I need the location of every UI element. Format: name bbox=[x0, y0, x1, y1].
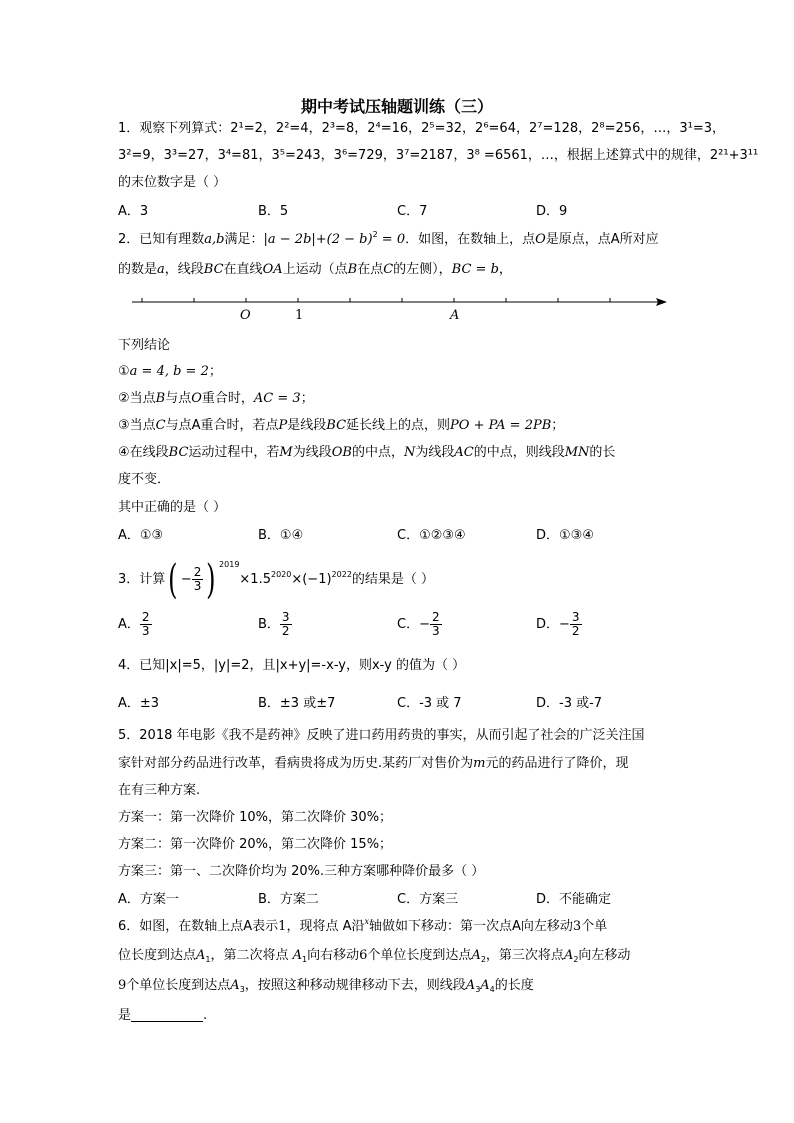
q6-answer-blank[interactable] bbox=[131, 1007, 203, 1022]
q2-text: 2．已知有理数 bbox=[118, 232, 205, 247]
q3-option-b[interactable] bbox=[258, 611, 292, 638]
q6-math: A bbox=[196, 948, 206, 963]
fraction-den: 3 bbox=[141, 624, 150, 638]
q3-suffix: 的结果是（ ） bbox=[351, 572, 435, 587]
q2-math: BC bbox=[326, 418, 347, 433]
q6-line3 bbox=[118, 976, 534, 996]
q1-line1: 1．观察下列算式：2¹=2，2²=4，2³=8，2⁴=16，2⁵=32，2⁶=64，2⁷=128，2⁸=256，…，3¹=3， bbox=[118, 121, 725, 136]
q6-text: 位长度到达点 bbox=[118, 948, 197, 963]
q6-subscript: 3 bbox=[475, 985, 481, 994]
q6-text: ，第二次将点 bbox=[210, 948, 293, 963]
q6-math: 3 bbox=[572, 919, 582, 934]
q3-exponent-1: 2019 bbox=[219, 560, 240, 569]
q6-text: 的长度 bbox=[494, 978, 534, 993]
q2-conclusions-head: 下列结论 bbox=[118, 338, 171, 353]
q5-line2 bbox=[118, 754, 628, 774]
q2-text: 为线段 bbox=[415, 445, 455, 460]
page-title: 期中考试压轴题训练（三） bbox=[300, 97, 493, 116]
q2-math: O bbox=[535, 232, 546, 247]
q2-math: AC = 3 bbox=[253, 391, 301, 406]
q2-text: ②当点 bbox=[118, 391, 156, 406]
fraction-num: 2 bbox=[141, 610, 150, 624]
q1-line3: 的末位数字是（ ） bbox=[118, 175, 227, 190]
q5-math: m bbox=[473, 756, 486, 771]
q3-prefix: 3．计算 bbox=[118, 572, 166, 587]
q6-text: 个单位长度到达点 bbox=[367, 948, 472, 963]
q6-text: 是 bbox=[118, 1008, 132, 1023]
q5-plan2: 方案二：第一次降价 20%，第二次降价 15%； bbox=[118, 837, 393, 852]
q2-math: B bbox=[155, 391, 166, 406]
q2-conclusion-3 bbox=[118, 416, 564, 436]
q3-fraction bbox=[192, 566, 204, 593]
q2-text: 延长线上的点，则 bbox=[346, 418, 451, 433]
q2-text: ．如图，在数轴上，点 bbox=[405, 232, 536, 247]
q6-math: 6 bbox=[359, 948, 368, 963]
q2-conclusion-4-cont: 度不变． bbox=[118, 472, 171, 487]
q3-fraction-num: 2 bbox=[193, 565, 202, 579]
q6-math: 9 bbox=[118, 978, 127, 993]
fraction-num: 2 bbox=[431, 610, 440, 624]
q5-option-b[interactable]: B．方案二 bbox=[258, 892, 319, 907]
q2-text: ； bbox=[208, 364, 222, 379]
q2-math: OB bbox=[331, 445, 352, 460]
q6-line1 bbox=[118, 917, 607, 937]
q2-math: B bbox=[347, 262, 358, 277]
fraction-den: 2 bbox=[281, 624, 290, 638]
q2-ask: 其中正确的是（ ） bbox=[118, 500, 227, 515]
q2-conclusion-1 bbox=[118, 362, 222, 382]
q4-option-d[interactable]: D．-3 或-7 bbox=[536, 696, 603, 711]
q6-math: A bbox=[292, 948, 303, 963]
q2-math: BC bbox=[203, 262, 224, 277]
q6-math: x bbox=[364, 917, 369, 926]
q6-subscript: 2 bbox=[480, 955, 486, 964]
q2-math: C bbox=[155, 418, 166, 433]
q2-text: ； bbox=[300, 391, 314, 406]
number-line-diagram bbox=[130, 290, 675, 326]
q2-text: ，线段 bbox=[164, 262, 204, 277]
q2-text: ， bbox=[498, 262, 512, 277]
q2-math: BC bbox=[168, 445, 189, 460]
q2-text: 为线段 bbox=[292, 445, 332, 460]
q2-text: ③当点 bbox=[118, 418, 156, 433]
q3-line bbox=[118, 556, 435, 603]
q4-option-c[interactable]: C．-3 或 7 bbox=[397, 696, 462, 711]
q3-option-c-fraction bbox=[430, 611, 442, 638]
q6-text: ，现将点 A沿 bbox=[286, 919, 365, 934]
number-line-label-o: O bbox=[240, 308, 251, 323]
number-line-label-a: A bbox=[450, 308, 460, 323]
q3-fraction-den: 3 bbox=[193, 579, 202, 593]
q1-option-d[interactable]: D．9 bbox=[536, 204, 568, 219]
q6-subscript: 1 bbox=[205, 955, 211, 964]
q2-math: OA bbox=[262, 262, 283, 277]
q5-option-c[interactable]: C．方案三 bbox=[397, 892, 459, 907]
q5-text: 元的药品进行了降价，现 bbox=[485, 756, 629, 771]
q6-line2 bbox=[118, 946, 630, 966]
q6-text: ，按照这种移动规律移动下去，则线段 bbox=[244, 978, 466, 993]
q3-option-label: A． bbox=[118, 617, 140, 632]
fraction-den: 2 bbox=[571, 624, 580, 638]
q2-math: a bbox=[157, 262, 165, 277]
q2-text: 的中点，则线段 bbox=[473, 445, 565, 460]
q2-math: N bbox=[403, 445, 416, 460]
fraction-num: 3 bbox=[281, 610, 290, 624]
q3-option-label: B． bbox=[258, 617, 280, 632]
q2-math: C bbox=[383, 262, 394, 277]
q3-minus: − bbox=[180, 572, 192, 587]
q2-option-c[interactable]: C．①②③④ bbox=[397, 528, 466, 543]
q3-left-paren: ( bbox=[168, 556, 178, 603]
q3-right-paren: ) bbox=[206, 556, 216, 603]
q2-line2 bbox=[118, 260, 512, 280]
fraction-den: 3 bbox=[431, 624, 440, 638]
q2-option-b[interactable]: B．①④ bbox=[258, 528, 304, 543]
q2-text: 在点 bbox=[357, 262, 384, 277]
q2-text: 与点A重合时，若点 bbox=[165, 418, 279, 433]
q2-text: 重合时， bbox=[201, 391, 254, 406]
q2-text: 运动过程中，若 bbox=[188, 445, 280, 460]
q6-math: A bbox=[465, 978, 476, 993]
q5-option-a[interactable]: A．方案一 bbox=[118, 892, 179, 907]
q4-option-a[interactable]: A．±3 bbox=[118, 696, 160, 711]
q2-math: a = 4, b = 2 bbox=[129, 364, 209, 379]
q2-math: P bbox=[278, 418, 288, 433]
q4-option-b[interactable]: B．±3 或±7 bbox=[258, 696, 336, 711]
q3-term: ×1.5 bbox=[239, 572, 271, 587]
q6-math: A bbox=[230, 978, 240, 993]
q6-line4 bbox=[118, 1006, 207, 1026]
q2-math: M bbox=[279, 445, 293, 460]
q2-text: ① bbox=[118, 364, 130, 379]
q3-option-label: D．− bbox=[536, 617, 570, 632]
q2-option-a[interactable]: A．①③ bbox=[118, 528, 164, 543]
q6-text: 向右移动 bbox=[307, 948, 360, 963]
q2-conclusion-2 bbox=[118, 389, 314, 409]
q2-math: BC = b bbox=[451, 262, 499, 277]
q5-option-d[interactable]: D．不能确定 bbox=[536, 892, 612, 907]
q2-text: 满足： bbox=[224, 232, 264, 247]
q2-text: 与点 bbox=[165, 391, 192, 406]
q6-subscript: 4 bbox=[489, 985, 495, 994]
q3-option-d[interactable] bbox=[536, 611, 582, 638]
q2-math: O bbox=[191, 391, 202, 406]
q6-math: A bbox=[563, 948, 574, 963]
q6-math: 1 bbox=[278, 919, 287, 934]
q2-text: 是线段 bbox=[287, 418, 327, 433]
q6-math: A bbox=[480, 978, 490, 993]
q2-conclusion-4 bbox=[118, 443, 615, 463]
q2-text: 的左侧）， bbox=[393, 262, 452, 277]
q1-option-b[interactable]: B．5 bbox=[258, 204, 289, 219]
q2-math: AC bbox=[454, 445, 474, 460]
q6-text: ，第三次将点 bbox=[485, 948, 564, 963]
q2-equation-rhs: = 0 bbox=[377, 232, 406, 247]
q5-text: 家针对部分药品进行改革，看病贵将成为历史.某药厂对售价为 bbox=[118, 756, 474, 771]
number-line-ticks bbox=[142, 298, 610, 302]
q2-line1 bbox=[118, 230, 659, 250]
q2-text: 上运动（点 bbox=[282, 262, 348, 277]
q6-math: A bbox=[471, 948, 481, 963]
q2-text: 的长 bbox=[589, 445, 616, 460]
q3-option-label: C．− bbox=[397, 617, 430, 632]
q5-plan3: 方案三：第一、二次降价均为 20%.三种方案哪种降价最多（ ） bbox=[118, 864, 485, 879]
q3-term: ×(−1) bbox=[291, 572, 332, 587]
q2-text: ④在线段 bbox=[118, 445, 169, 460]
q2-math: MN bbox=[564, 445, 590, 460]
q3-option-a-fraction bbox=[140, 611, 152, 638]
q6-text: 个单 bbox=[581, 919, 608, 934]
q3-exponent-3: 2022 bbox=[331, 570, 352, 579]
q2-text: 在直线 bbox=[223, 262, 263, 277]
q2-option-d[interactable]: D．①③④ bbox=[536, 528, 594, 543]
q2-text: ； bbox=[551, 418, 565, 433]
q6-text: 个单位长度到达点 bbox=[126, 978, 231, 993]
number-line-label-1: 1 bbox=[295, 308, 304, 323]
q3-exponent-2: 2020 bbox=[270, 570, 292, 579]
q2-text: 是原点，点A所对应 bbox=[545, 232, 659, 247]
q6-text: 6．如图，在数轴上点A表示 bbox=[118, 919, 279, 934]
q4-line: 4．已知|x|=5，|y|=2，且|x+y|=-x-y，则x-y 的值为（ ） bbox=[118, 658, 466, 673]
q3-option-c[interactable] bbox=[397, 611, 442, 638]
q3-option-d-fraction bbox=[570, 611, 582, 638]
q5-line1: 5．2018 年电影《我不是药神》反映了进口药用药贵的事实，从而引起了社会的广泛关注国 bbox=[118, 728, 645, 743]
q2-math: a,b bbox=[204, 232, 225, 247]
q6-subscript: 3 bbox=[239, 985, 245, 994]
q2-equation: |a − 2b|+(2 − b) bbox=[263, 232, 373, 247]
q2-exponent: 2 bbox=[372, 230, 378, 239]
q6-text: 向左移动 bbox=[578, 948, 631, 963]
q6-subscript: 2 bbox=[573, 955, 579, 964]
q3-option-b-fraction bbox=[280, 611, 292, 638]
q3-option-a[interactable] bbox=[118, 611, 152, 638]
q2-text: 的中点， bbox=[351, 445, 404, 460]
q6-subscript: 1 bbox=[302, 955, 308, 964]
q1-option-a[interactable]: A．3 bbox=[118, 204, 149, 219]
q1-option-c[interactable]: C．7 bbox=[397, 204, 428, 219]
q5-plan1: 方案一：第一次降价 10%，第二次降价 30%； bbox=[118, 810, 393, 825]
q5-line3: 在有三种方案. bbox=[118, 783, 201, 798]
q6-text: 轴做如下移动：第一次点A向左移动 bbox=[369, 919, 573, 934]
q1-line2: 3²=9，3³=27，3⁴=81，3⁵=243，3⁶=729，3⁷=2187，3⁸ =6561，…，根据上述算式中的规律，2²¹+3¹¹ bbox=[118, 148, 759, 163]
q6-text: . bbox=[203, 1008, 208, 1023]
q2-text: 的数是 bbox=[118, 262, 158, 277]
q2-math: PO + PA = 2PB bbox=[450, 418, 552, 433]
fraction-num: 3 bbox=[571, 610, 580, 624]
